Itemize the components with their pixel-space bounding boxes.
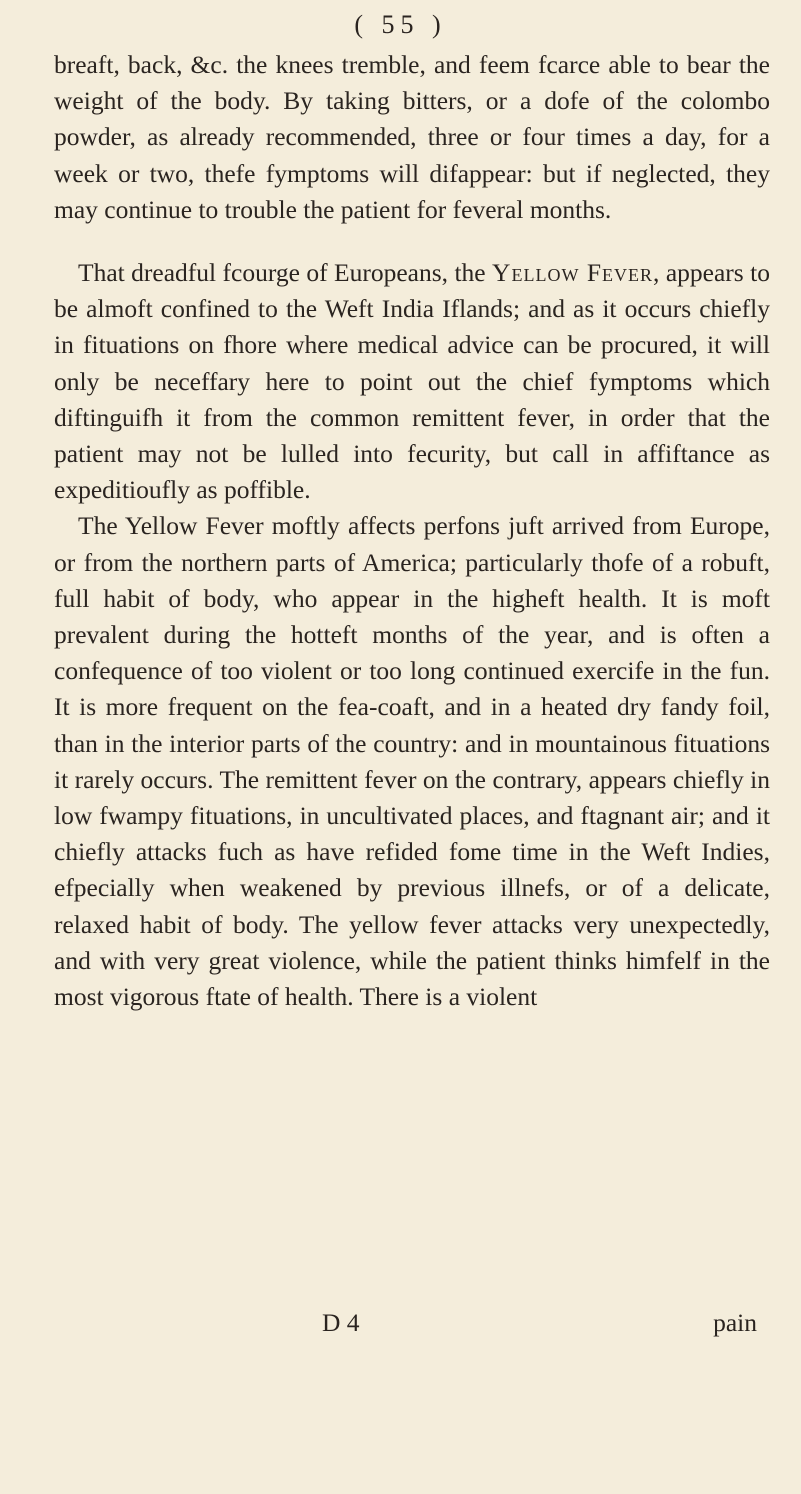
body-text: [54, 47, 770, 1015]
paragraph-2: [54, 255, 770, 508]
paragraph-3: [54, 508, 770, 1015]
paragraph-1-text: breaft, back, &c. the knees tremble, and feem fcarce able to bear the weight of the body. By taking bitters, or a dofe of the colombo powder, as already recommended, three or four times a day, for a week or two, thefe fymptoms will difappear: but if neglected, they may continue to trouble the patient for feveral months.: [54, 50, 770, 224]
page-footer: [0, 1305, 801, 1341]
paragraph-2-text-a: That dreadful fcourge of Europeans, the: [78, 258, 493, 288]
catchword: pain: [713, 1308, 757, 1337]
paragraph-1: [54, 47, 770, 228]
paragraph-3-text: The Yellow Fever moftly affects perfons juft arrived from Europe, or from the northern parts of America; particularly thofe of a robuft, full habit of body, who appear in the higheft health. It is moft prevalent during the hotteft months of the year, and is often a confequence of too violent or too long continued exercife in the fun. It is more frequent on the fea-coaft, and in a heated dry fandy foil, than in the interior parts of the country: and in mountainous fituations it rarely occurs. The remittent fever on the contrary, appears chiefly in low fwampy fituations, in uncultivated places, and ftagnant air; and it chiefly attacks fuch as have refided fome time in the Weft Indies, efpecially when weakened by previous illnefs, or of a delicate, relaxed habit of body. The yellow fever attacks very unexpectedly, and with very great violence, while the patient thinks himfelf in the most vigorous ftate of health. There is a violent: [54, 511, 770, 1012]
paragraph-2-text-b: , appears to be almoft confined to the Weft India Iflands; and as it occurs chiefly in fituations on fhore where medical advice can be procured, it will only be neceffary here to point out the chief fymptoms which diftinguifh it from the common remittent fever, in order that the patient may not be lulled into fecurity, but call in affiftance as expeditioufly as poffible.: [54, 258, 770, 505]
yellow-fever-smallcaps: Yellow Fever: [492, 258, 654, 288]
signature-mark: D 4: [322, 1308, 360, 1337]
page-number: ( 55 ): [354, 10, 447, 39]
